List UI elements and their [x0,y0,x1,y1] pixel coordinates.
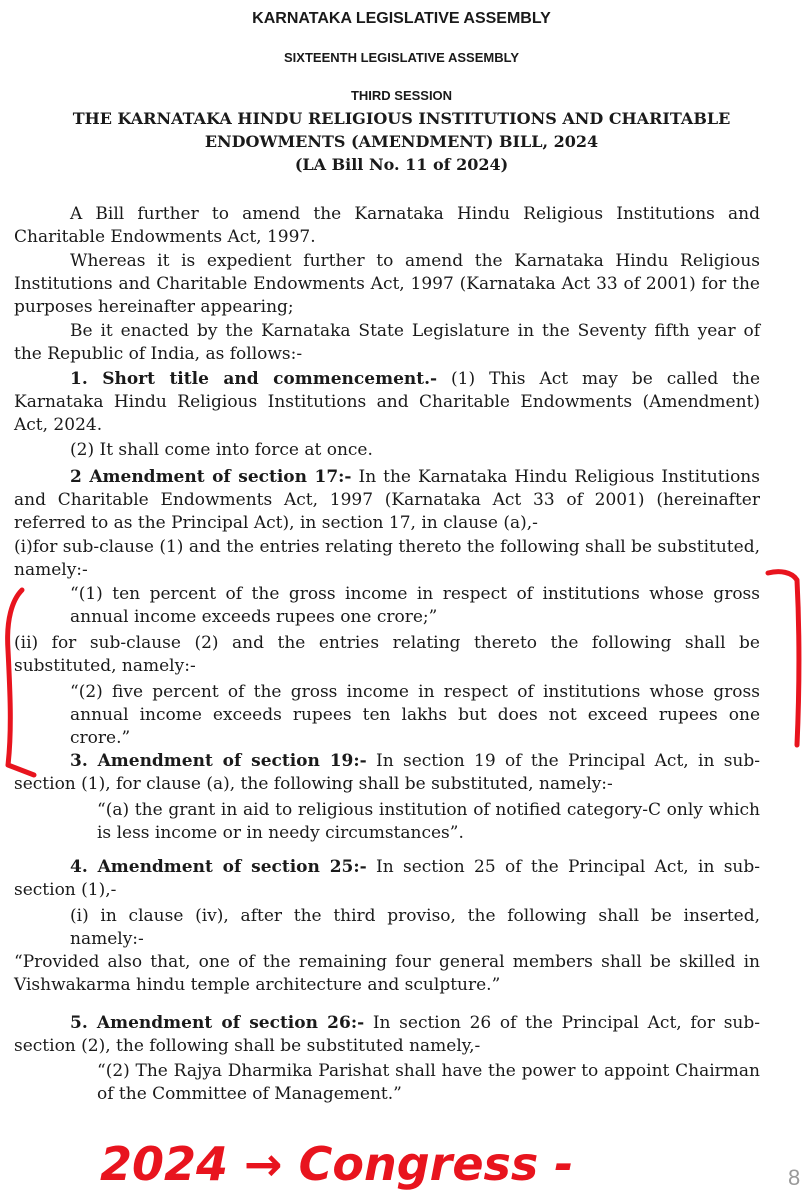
assembly-heading: KARNATAKA LEGISLATIVE ASSEMBLY [252,10,551,27]
left-bracket-mark [8,590,34,775]
section-3-quote: “(a) the grant in aid to religious institution of notified category-C only which is less income or in needy circumstances”. [97,800,760,843]
section-5-heading: 5. Amendment of section 26:- [70,1013,365,1033]
section-2-clause-i: (i)for sub-clause (1) and the entries relating thereto the following shall be substituted, namely:- [14,537,760,580]
enacting-clause: Be it enacted by the Karnataka State Legislature in the Seventy fifth year of the Republic of India, as follows:- [14,321,760,364]
section-3-heading: 3. Amendment of section 19:- [70,751,367,771]
section-5-text: In section 26 of the Principal Act, for sub-section (2), the following shall be substituted namely,- [14,1013,760,1056]
section-2-clause-ii: (ii) for sub-clause (2) and the entries relating thereto the following shall be substituted, namely:- [14,633,760,676]
intro-paragraph: A Bill further to amend the Karnataka Hindu Religious Institutions and Charitable Endowments Act, 1997. [14,204,760,247]
section-4-text: In section 25 of the Principal Act, in sub-section (1),- [14,857,760,900]
page-number: 8 [788,1165,801,1190]
section-4-heading: 4. Amendment of section 25:- [70,857,367,877]
bill-number: (LA Bill No. 11 of 2024) [294,155,509,174]
whereas-paragraph: Whereas it is expedient further to amend the Karnataka Hindu Religious Institutions and Charitable Endowments Act, 1997 (Karnataka Act 33 of 2001) for the purposes hereinafter appearing; [14,251,760,317]
section-5-quote: “(2) The Rajya Dharmika Parishat shall have the power to appoint Chairman of the Committee of Management.” [97,1061,760,1104]
bill-title-line2: ENDOWMENTS (AMENDMENT) BILL, 2024 [204,132,599,151]
right-bracket-mark [768,572,799,745]
section-1-heading: 1. Short title and commencement.- [70,369,438,389]
assembly-number: SIXTEENTH LEGISLATIVE ASSEMBLY [284,50,519,65]
handwritten-annotation [100,1128,710,1200]
section-1-text: (1) This Act may be called the Karnataka Hindu Religious Institutions and Charitable Endowments (Amendment) Act, 2024. [14,369,761,435]
handwritten-annotation-text: 2024 → Congress - [100,1137,574,1191]
section-4-clause-i: (i) in clause (iv), after the third proviso, the following shall be inserted, namely:- [70,906,760,949]
section-2-clause-i-quote: “(1) ten percent of the gross income in respect of institutions whose gross annual income exceeds rupees one crore;” [70,584,760,627]
section-2-text: In the Karnataka Hindu Religious Institutions and Charitable Endowments Act, 1997 (Karnataka Act 33 of 2001) (hereinafter referred to as the Principal Act), in section 17, in clause (a),- [14,467,760,533]
session-heading: THIRD SESSION [350,88,453,103]
section-1-subsection-2: (2) It shall come into force at once. [70,440,373,460]
section-4-proviso-quote: “Provided also that, one of the remaining four general members shall be skilled in Vishwakarma hindu temple architecture and sculpture.” [14,952,760,995]
section-2-clause-ii-quote: “(2) five percent of the gross income in respect of institutions whose gross annual income exceeds rupees ten lakhs but does not exceed rupees one crore.” [70,682,760,748]
section-2-heading: 2 Amendment of section 17:- [70,467,352,487]
bill-title-line1: THE KARNATAKA HINDU RELIGIOUS INSTITUTIONS AND CHARITABLE [72,109,731,128]
section-3-text: In section 19 of the Principal Act, in sub-section (1), for clause (a), the following shall be substituted, namely:- [14,751,760,794]
